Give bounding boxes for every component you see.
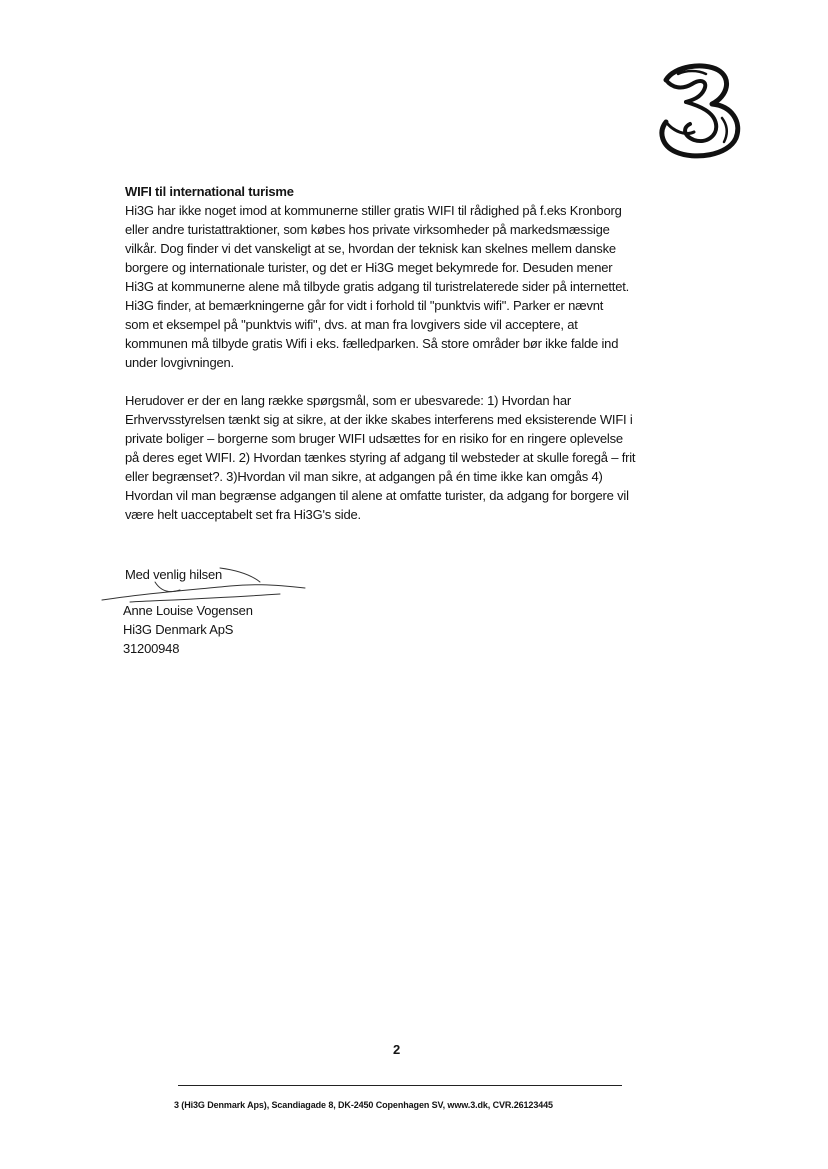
text-line: private boliger – borgerne som bruger WIFI udsættes for en risiko for en ringere oplevelse (125, 431, 623, 446)
signer-company: Hi3G Denmark ApS (123, 622, 234, 637)
text-line: være helt uacceptabelt set fra Hi3G's side. (125, 507, 361, 522)
letter-body (125, 182, 685, 524)
text-line: under lovgivningen. (125, 355, 234, 370)
text-line: Hvordan vil man begrænse adgangen til alene at omfatte turister, da adgang for borgere vil (125, 488, 629, 503)
text-line: borgere og internationale turister, og det er Hi3G meget bekymrede for. Desuden mener (125, 260, 613, 275)
signature-block (123, 601, 253, 658)
text-line: eller andre turistattraktioner, som købes hos private virksomheder på markedsmæssige (125, 222, 610, 237)
signer-name: Anne Louise Vogensen (123, 603, 253, 618)
signer-number: 31200948 (123, 641, 180, 656)
page-number: 2 (393, 1042, 401, 1057)
text-line: som et eksempel på "punktvis wifi", dvs. at man fra lovgivers side vil acceptere, at (125, 317, 578, 332)
text-line: Hi3G finder, at bemærkningerne går for vidt i forhold til "punktvis wifi". Parker er nævnt (125, 298, 604, 313)
three-logo-icon (652, 60, 744, 160)
section-heading: WIFI til international turisme (125, 184, 294, 199)
paragraph-1 (125, 201, 685, 372)
text-line: Hi3G at kommunerne alene må tilbyde gratis adgang til turistrelaterede sider på internettet. (125, 279, 630, 294)
footer-divider (178, 1085, 622, 1086)
text-line: på deres eget WIFI. 2) Hvordan tænkes styring af adgang til websteder at skulle foregå – frit (125, 450, 636, 465)
closing-greeting: Med venlig hilsen (125, 567, 223, 582)
text-line: Herudover er der en lang række spørgsmål, som er ubesvarede: 1) Hvordan har (125, 393, 571, 408)
footer-address: 3 (Hi3G Denmark Aps), Scandiagade 8, DK-2450 Copenhagen SV, www.3.dk, CVR.26123445 (174, 1100, 553, 1110)
text-line: vilkår. Dog finder vi det vanskeligt at se, hvordan der teknisk kan skelnes mellem danske (125, 241, 616, 256)
text-line: kommunen må tilbyde gratis Wifi i eks. fælledparken. Så store områder bør ikke falde ind (125, 336, 619, 351)
text-line: Erhvervsstyrelsen tænkt sig at sikre, at der ikke skabes interferens med eksisterende WIFI i (125, 412, 633, 427)
paragraph-2 (125, 391, 685, 524)
text-line: Hi3G har ikke noget imod at kommunerne stiller gratis WIFI til rådighed på f.eks Kronborg (125, 203, 622, 218)
text-line: eller begrænset?. 3)Hvordan vil man sikre, at adgangen på én time ikke kan omgås 4) (125, 469, 603, 484)
